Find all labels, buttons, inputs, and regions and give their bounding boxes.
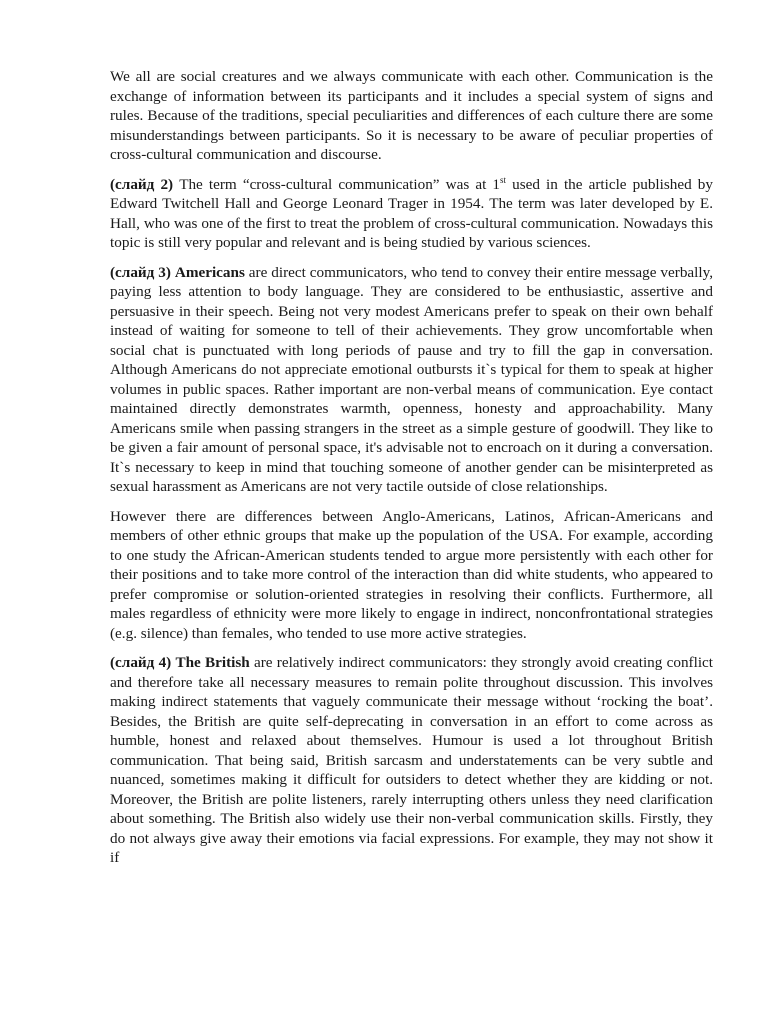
ethnic-differences-text: However there are differences between Anglo-Americans, Latinos, African-Americans and members of other ethnic groups that make up the population of the USA. For example, according to one study the African-American students tended to argue more persistently with each other for their positions and to take more control of the interaction than did white students, who appeared to prefer compromise or solution-oriented strategies in resolving their conflicts. Furthermore, all males regardless of ethnicity were more likely to engage in indirect, nonconfrontational strategies (e.g. silence) than females, who tended to use more active strategies.: [110, 507, 713, 642]
slide-2-text-b: used in the article published by Edward Twitchell Hall and George Leonard Trager in 1954. The term was later developed by E. Hall, who was one of the first to treat the problem of cross-cultural communication. Nowadays this topic is still very popular and relevant and is being studied by various sciences.: [110, 175, 713, 251]
document-page: [110, 67, 713, 878]
paragraph-americans: [110, 263, 713, 497]
slide-4-label: (слайд 4) The British: [110, 654, 250, 671]
slide-2-label: (слайд 2): [110, 175, 174, 193]
slide-2-text-a: The term “cross-cultural communication” was at 1: [173, 175, 500, 193]
british-text: are relatively indirect communicators: they strongly avoid creating conflict and therefore take all necessary measures to remain polite throughout discussion. This involves making indirect statements that vaguely communicate their message without ‘rocking the boat’. Besides, the British are quite self-deprecating in conversation in an effort to come across as humble, honest and relaxed about themselves. Humour is used a lot throughout British communication. That being said, British sarcasm and understatements can be very subtle and nuanced, sometimes making it difficult for outsiders to detect whether they are kidding or not. Moreover, the British are polite listeners, rarely interrupting others unless they need clarification about something. The British also widely use their non-verbal communication skills. Firstly, they do not always give away their emotions via facial expressions. For example, they may not show it if: [110, 654, 713, 866]
paragraph-ethnic-differences: [110, 507, 713, 644]
ordinal-suffix: st: [500, 174, 507, 185]
paragraph-british: [110, 653, 713, 868]
paragraph-intro: [110, 67, 713, 165]
paragraph-slide-2: [110, 175, 713, 253]
paragraph-intro-text: We all are social creatures and we always communicate with each other. Communication is the exchange of information between its participants and it includes a special system of signs and rules. Because of the traditions, special peculiarities and differences of each culture there are some misunderstandings between participants. So it is necessary to be aware of peculiar properties of cross-cultural communication and discourse.: [110, 68, 713, 163]
americans-text: are direct communicators, who tend to convey their entire message verbally, paying less attention to body language. They are considered to be enthusiastic, assertive and persuasive in their speech. Being not very modest Americans prefer to speak on their own behalf instead of waiting for someone to tell of their achievements. They grow uncomfortable when social chat is punctuated with long periods of pause and try to fill the gap in conversation. Although Americans do not appreciate emotional outbursts it`s typical for them to speak at higher volumes in public spaces. Rather important are non-verbal means of communication. Eye contact maintained directly demonstrates warmth, openness, honesty and approachability. Many Americans smile when passing strangers in the street as a simple gesture of goodwill. They like to be given a fair amount of personal space, it's advisable not to encroach on it during a conversation. It`s necessary to keep in mind that touching someone of another gender can be misinterpreted as sexual harassment as Americans are not very tactile outside of close relationships.: [110, 263, 713, 495]
slide-3-label: (слайд 3) Americans: [110, 263, 245, 281]
